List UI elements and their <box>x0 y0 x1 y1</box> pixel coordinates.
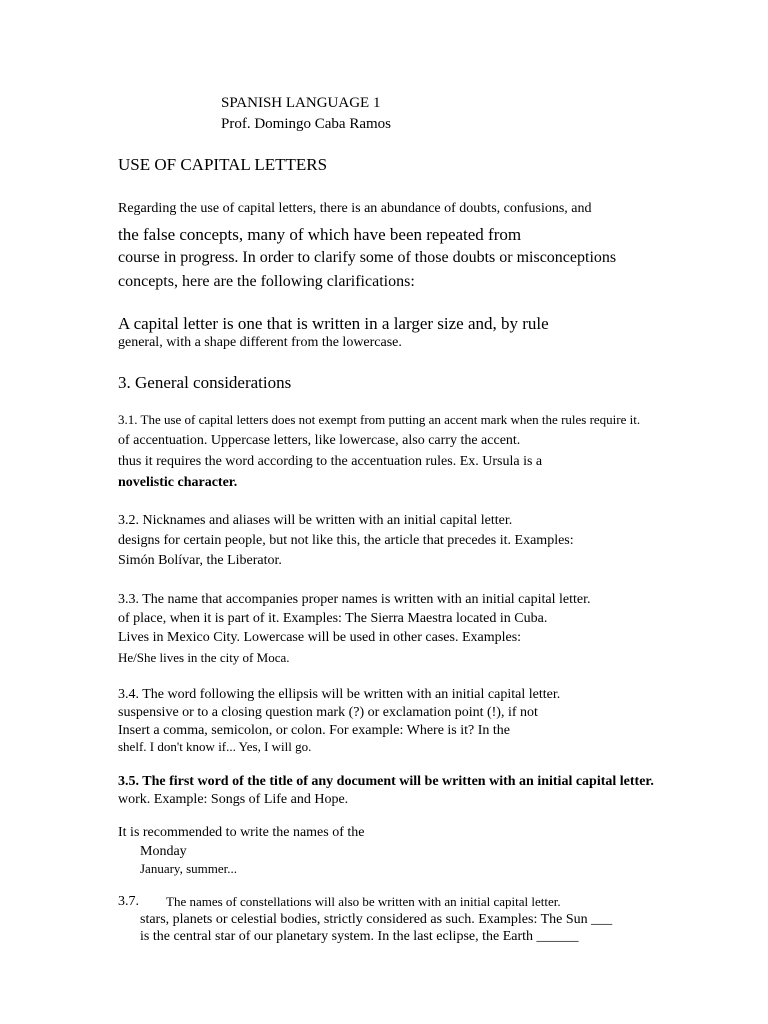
intro-line: the false concepts, many of which have been repeated from <box>118 225 522 244</box>
intro-line: concepts, here are the following clarifications: <box>118 273 415 290</box>
rule-3-4-line: Insert a comma, semicolon, or colon. For example: Where is it? In the <box>118 723 511 738</box>
rule-3-3-line: of place, when it is part of it. Examples: The Sierra Maestra located in Cuba. <box>118 611 548 626</box>
rule-3-1-line: thus it requires the word according to the accentuation rules. Ex. Ursula is a <box>118 454 543 469</box>
rule-3-1-line: 3.1. The use of capital letters does not exempt from putting an accent mark when the rules require it. <box>118 412 641 427</box>
rule-3-7-line: The names of constellations will also be written with an initial capital letter. <box>166 894 561 909</box>
rule-3-2-line: 3.2. Nicknames and aliases will be written with an initial capital letter. <box>118 513 513 528</box>
rule-3-6-line: January, summer... <box>140 861 237 876</box>
document-title: USE OF CAPITAL LETTERS <box>118 155 328 174</box>
intro-line: course in progress. In order to clarify some of those doubts or misconceptions <box>118 249 617 266</box>
rule-3-4-line: shelf. I don't know if... Yes, I will go. <box>118 739 312 754</box>
rule-3-6-line: Monday <box>140 844 187 859</box>
professor-name: Prof. Domingo Caba Ramos <box>221 116 391 132</box>
rule-3-1-line: novelistic character. <box>118 475 238 490</box>
rule-3-3-line: Lives in Mexico City. Lowercase will be used in other cases. Examples: <box>118 630 522 645</box>
definition-line: A capital letter is one that is written in a larger size and, by rule <box>118 314 549 333</box>
rule-3-2-line: designs for certain people, but not like this, the article that precedes it. Examples: <box>118 533 574 548</box>
rule-3-7-number: 3.7. <box>118 894 139 909</box>
rule-3-5-line: 3.5. The first word of the title of any document will be written with an initial capital letter. <box>118 774 654 789</box>
rule-3-5-line: work. Example: Songs of Life and Hope. <box>118 792 349 807</box>
rule-3-6-line: It is recommended to write the names of the <box>118 825 365 840</box>
rule-3-7-line: stars, planets or celestial bodies, strictly considered as such. Examples: The Sun ___ <box>140 912 613 927</box>
rule-3-3-line: He/She lives in the city of Moca. <box>118 650 290 665</box>
rule-3-2-line: Simón Bolívar, the Liberator. <box>118 553 282 568</box>
intro-line: Regarding the use of capital letters, there is an abundance of doubts, confusions, and <box>118 201 592 216</box>
rule-3-1-line: of accentuation. Uppercase letters, like lowercase, also carry the accent. <box>118 433 521 448</box>
rule-3-4-line: suspensive or to a closing question mark (?) or exclamation point (!), if not <box>118 705 538 720</box>
rule-3-4-line: 3.4. The word following the ellipsis will be written with an initial capital letter. <box>118 687 561 702</box>
definition-line: general, with a shape different from the lowercase. <box>118 335 402 350</box>
section-heading: 3. General considerations <box>118 373 292 392</box>
rule-3-7-line: is the central star of our planetary system. In the last eclipse, the Earth ______ <box>140 929 579 944</box>
rule-3-3-line: 3.3. The name that accompanies proper names is written with an initial capital letter. <box>118 592 591 607</box>
course-name: SPANISH LANGUAGE 1 <box>221 95 381 111</box>
